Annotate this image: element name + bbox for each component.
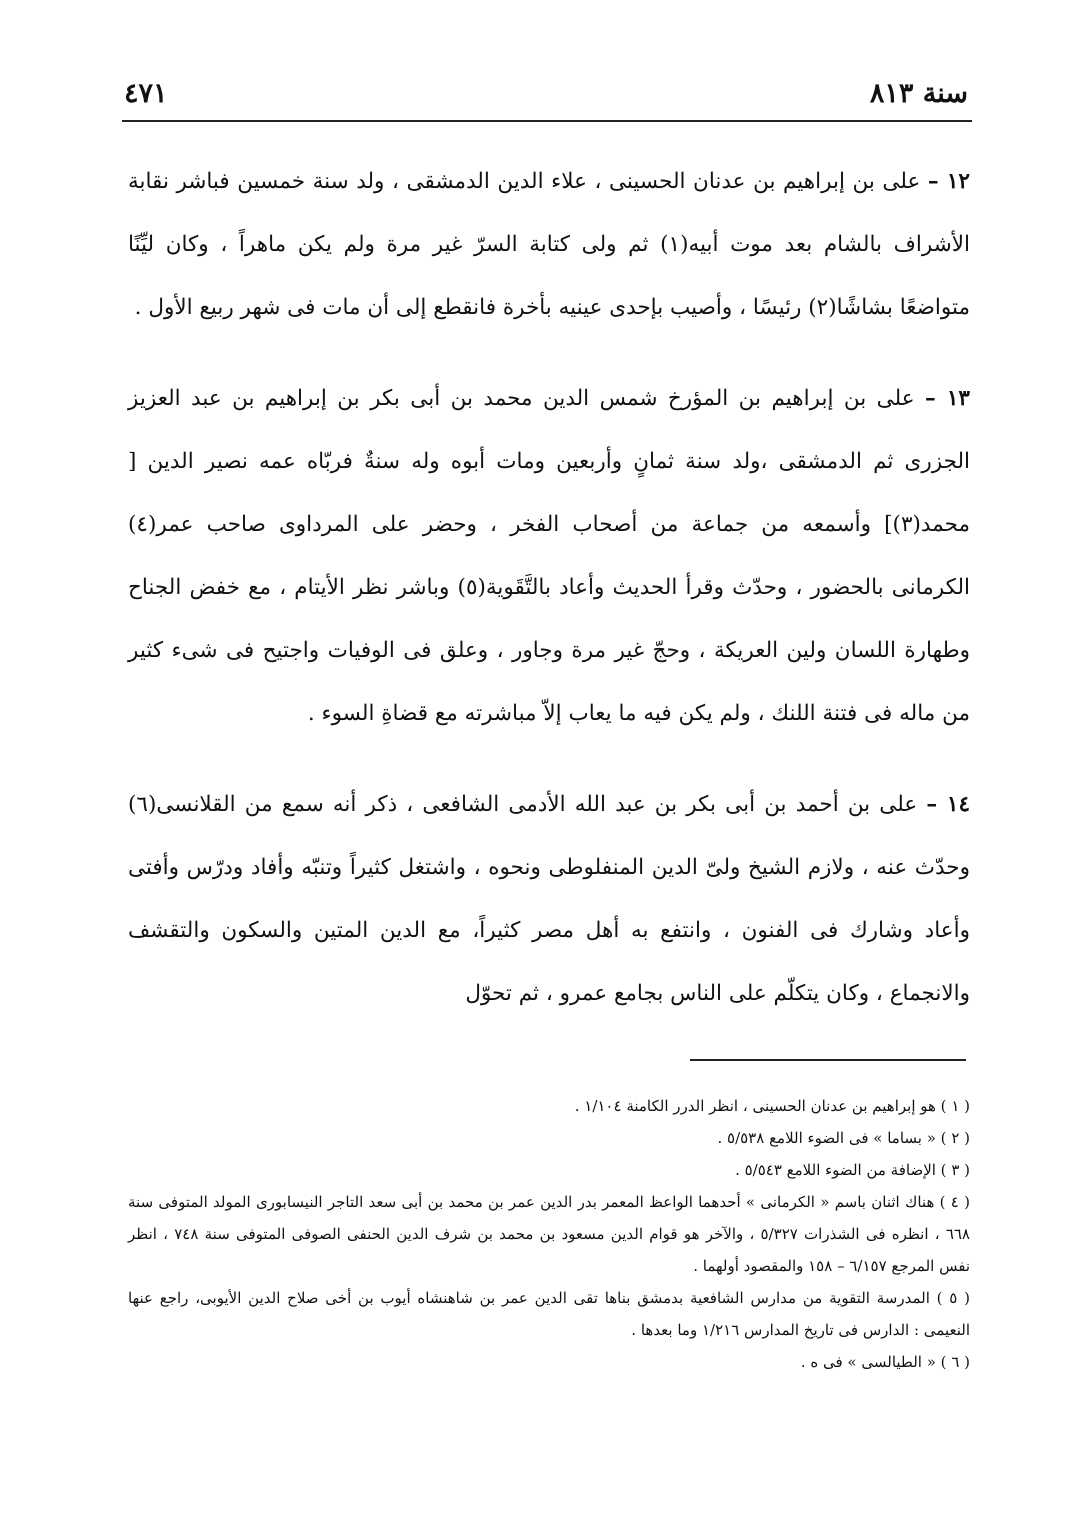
entry-13 [128,367,970,745]
footnotes [128,1090,970,1378]
footnote-1: ( ١ ) هو إبراهيم بن عدنان الحسينى ، انظر الدرر الكامنة ١/١٠٤ . [574,1097,970,1115]
entry-paragraph [128,367,970,745]
entry-number: ١٢ – [927,169,970,194]
footnote-2: ( ٢ ) « بساما » فى الضوء اللامع ٥/٥٣٨ . [717,1129,970,1147]
running-head-year: سنة ٨١٣ [869,78,968,109]
page-header [122,74,972,122]
entry-paragraph [128,773,970,1025]
footnote-3: ( ٣ ) الإضافة من الضوء اللامع ٥/٥٤٣ . [735,1161,970,1179]
entry-14 [128,773,970,1025]
footnote-divider [690,1059,966,1061]
page-number: ٤٧١ [124,78,168,109]
footnote-4: ( ٤ ) هناك اثنان باسم « الكرمانى » أحدهما الواعظ المعمر بدر الدين عمر بن محمد بن أبى سعد التاجر النيسابورى المولد المتوفى سنة ٦٦٨ ، انظره فى الشذرات ٥/٣٢٧ ، والآخر هو قوام الدين مسعود بن محمد بن شرف الدين الحنفى الصوفى المتوفى سنة ٧٤٨ ، انظر نفس المرجع ٦/١٥٧ – ١٥٨ والمقصود أولهما . [128,1193,970,1275]
entry-text: على بن إبراهيم بن المؤرخ شمس الدين محمد بن أبى بكر بن إبراهيم بن عبد العزيز الجزرى ثم الدمشقى ،ولد سنة ثمانٍ وأربعين ومات أبوه وله سنةٌ فربّاه عمه نصير الدين [ محمد(٣)] وأسمعه من جماعة من أصحاب الفخر ، وحضر على المرداوى صاحب عمر(٤) الكرمانى بالحضور ، وحدّث وقرأ الحديث وأعاد بالتَّقَوية(٥) وباشر نظر الأيتام ، مع خفض الجناح وطهارة اللسان ولين العريكة ، وحجّ غير مرة وجاور ، وعلق فى الوفيات واجتيح فى شىء كثير من ماله فى فتنة اللنك ، ولم يكن فيه ما يعاب إلاّ مباشرته مع قضاةِ السوء . [128,386,970,726]
entry-paragraph [128,150,970,339]
entry-text: على بن أحمد بن أبى بكر بن عبد الله الأدمى الشافعى ، ذكر أنه سمع من القلانسى(٦) وحدّث عنه ، ولازم الشيخ ولىّ الدين المنفلوطى ونحوه ، واشتغل كثيراً وتنبّه وأفاد ودرّس وأفتى وأعاد وشارك فى الفنون ، وانتفع به أهل مصر كثيراً، مع الدين المتين والسكون والتقشف والانجماع ، وكان يتكلّم على الناس بجامع عمرو ، ثم تحوّل [128,792,970,1006]
entry-12 [128,150,970,339]
entry-number: ١٣ – [925,386,970,411]
footnote-5: ( ٥ ) المدرسة التقوية من مدارس الشافعية بدمشق بناها تقى الدين عمر بن شاهنشاه أيوب بن أخى صلاح الدين الأيوبى، راجع عنها النعيمى : الدارس فى تاريخ المدارس ١/٢١٦ وما بعدها . [128,1289,970,1339]
entry-number: ١٤ – [926,792,970,817]
footnote-6: ( ٦ ) « الطيالسى » فى ه . [800,1353,970,1371]
entry-text: على بن إبراهيم بن عدنان الحسينى ، علاء الدين الدمشقى ، ولد سنة خمسين فباشر نقابة الأشراف بالشام بعد موت أبيه(١) ثم ولى كتابة السرّ غير مرة ولم يكن ماهراً ، وكان ليِّنًا متواضعًا بشاشًا(٢) رئيسًا ، وأصيب بإحدى عينيه بأخرة فانقطع إلى أن مات فى شهر ربيع الأول . [128,169,970,320]
main-text [128,150,970,1053]
